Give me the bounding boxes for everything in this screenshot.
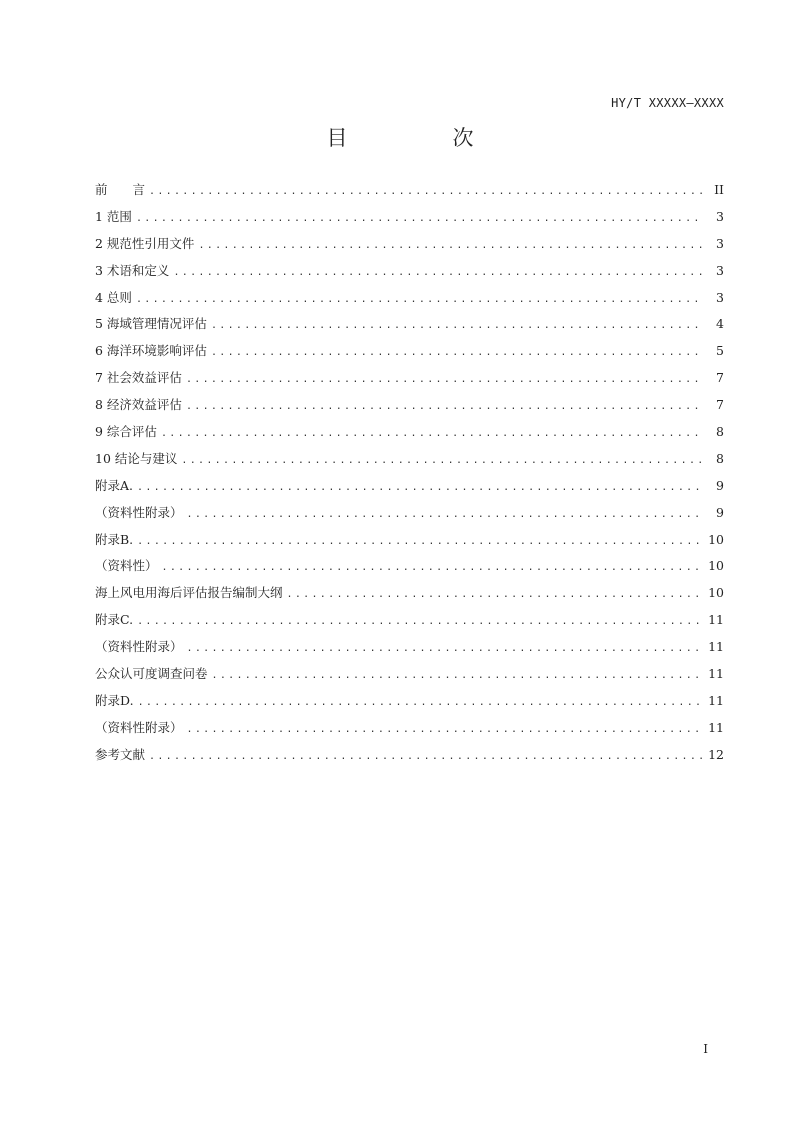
toc-entry-label: 1 范围 <box>95 208 132 224</box>
leader-dots <box>137 616 702 627</box>
toc-entry-page: 11 <box>708 719 724 735</box>
leader-dots <box>181 455 704 466</box>
toc-entry-label: 2 规范性引用文件 <box>95 235 195 251</box>
toc-entry[interactable] <box>95 637 724 664</box>
toc-entry[interactable] <box>95 234 724 261</box>
toc-entry-page: 7 <box>716 370 724 386</box>
toc-entry-page: 10 <box>708 531 724 547</box>
toc-entry-page: 7 <box>716 397 724 413</box>
leader-dots <box>211 320 704 331</box>
leader-dots <box>187 509 704 520</box>
toc-entry-label: 9 综合评估 <box>95 424 157 440</box>
leader-dots <box>287 589 703 600</box>
toc-entry[interactable] <box>95 261 724 288</box>
toc-entry-page: II <box>714 182 724 197</box>
toc-entry-page: 3 <box>716 289 724 305</box>
toc-entry-label: 4 总则 <box>95 289 132 305</box>
leader-dots <box>149 751 702 762</box>
table-of-contents <box>95 180 724 772</box>
leader-dots <box>198 240 704 251</box>
leader-dots <box>162 562 703 573</box>
toc-entry-label: 5 海域管理情况评估 <box>95 316 207 332</box>
toc-entry-page: 8 <box>716 450 724 466</box>
leader-dots <box>137 536 702 547</box>
toc-entry-label: 附录C. <box>95 612 134 628</box>
toc-entry-label: （资料性附录） <box>95 639 183 655</box>
toc-entry-label: （资料性附录） <box>95 504 183 520</box>
toc-entry-page: 12 <box>708 746 724 762</box>
toc-entry[interactable] <box>95 503 724 530</box>
toc-entry-label: 前 言 <box>95 182 146 197</box>
toc-entry[interactable] <box>95 530 724 557</box>
toc-entry[interactable] <box>95 395 724 422</box>
leader-dots <box>136 294 704 305</box>
toc-entry[interactable] <box>95 422 724 449</box>
toc-entry-page: 3 <box>716 208 724 224</box>
toc-entry[interactable] <box>95 691 724 718</box>
leader-dots <box>161 428 704 439</box>
toc-entry[interactable] <box>95 449 724 476</box>
leader-dots <box>186 374 704 385</box>
toc-entry-label: 6 海洋环境影响评估 <box>95 343 207 359</box>
toc-entry-page: 10 <box>708 558 724 574</box>
toc-entry-page: 9 <box>716 477 724 493</box>
toc-entry[interactable] <box>95 314 724 341</box>
leader-dots <box>187 643 703 654</box>
toc-entry-label: 参考文献 <box>95 746 146 762</box>
toc-entry-label: 附录B. <box>95 531 134 547</box>
toc-entry-label: （资料性） <box>95 558 158 574</box>
leader-dots <box>212 670 703 681</box>
toc-entry-page: 5 <box>716 343 724 359</box>
toc-entry-label: 10 结论与建议 <box>95 450 178 466</box>
toc-entry-label: 附录A. <box>95 477 134 493</box>
leader-dots <box>211 347 704 358</box>
toc-entry[interactable] <box>95 341 724 368</box>
toc-entry-label: 海上风电用海后评估报告编制大纲 <box>95 585 283 601</box>
leader-dots <box>136 213 704 224</box>
leader-dots <box>186 401 704 412</box>
toc-entry-label: 附录D. <box>95 692 134 708</box>
toc-entry[interactable] <box>95 207 724 234</box>
leader-dots <box>149 186 704 197</box>
toc-entry-label: 8 经济效益评估 <box>95 397 182 413</box>
toc-entry-label: 7 社会效益评估 <box>95 370 182 386</box>
toc-entry[interactable] <box>95 745 724 772</box>
toc-entry-page: 3 <box>716 235 724 251</box>
toc-entry-page: 9 <box>716 504 724 520</box>
leader-dots <box>173 267 704 278</box>
toc-entry-page: 3 <box>716 262 724 278</box>
toc-entry[interactable] <box>95 583 724 610</box>
toc-entry-page: 8 <box>716 424 724 440</box>
toc-entry-label: 3 术语和定义 <box>95 262 170 278</box>
toc-entry[interactable] <box>95 556 724 583</box>
toc-entry-page: 11 <box>708 692 724 708</box>
toc-entry-page: 11 <box>708 612 724 628</box>
toc-entry[interactable] <box>95 288 724 315</box>
toc-entry[interactable] <box>95 610 724 637</box>
toc-entry[interactable] <box>95 180 724 207</box>
toc-title: 目 次 <box>326 126 516 150</box>
toc-entry-page: 4 <box>716 316 724 332</box>
leader-dots <box>137 482 704 493</box>
toc-entry[interactable] <box>95 476 724 503</box>
toc-entry-label: （资料性附录） <box>95 719 183 735</box>
leader-dots <box>138 697 703 708</box>
toc-entry[interactable] <box>95 718 724 745</box>
page-number: I <box>703 1042 708 1056</box>
toc-entry[interactable] <box>95 664 724 691</box>
document-code: HY/T XXXXX—XXXX <box>611 96 724 110</box>
toc-entry[interactable] <box>95 368 724 395</box>
leader-dots <box>187 724 703 735</box>
toc-entry-page: 10 <box>708 585 724 601</box>
toc-entry-page: 11 <box>708 639 724 655</box>
toc-entry-page: 11 <box>708 666 724 682</box>
toc-entry-label: 公众认可度调查问卷 <box>95 666 208 682</box>
